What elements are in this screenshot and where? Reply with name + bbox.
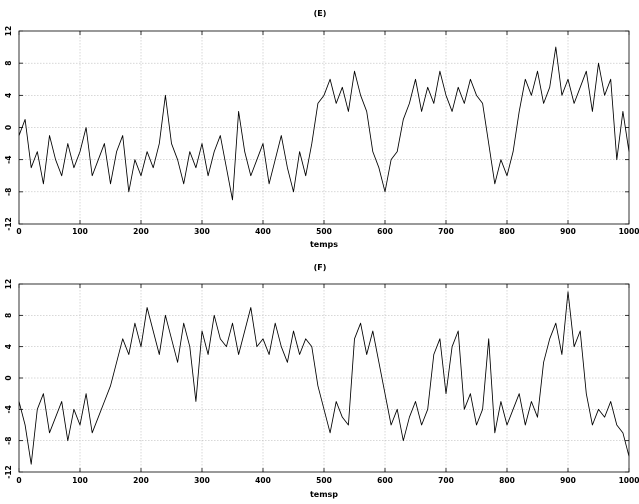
panel-e-y-tick-label: -12	[4, 217, 13, 231]
panel-e-title: (E)	[313, 9, 327, 18]
panel-f-x-tick-label: 200	[133, 476, 149, 485]
panel-e-x-tick-label: 100	[72, 227, 88, 236]
panel-e-y-tick-label: 12	[4, 25, 13, 37]
panel-e-y-tick-label: 4	[4, 92, 13, 98]
panel-f-x-tick-label: 900	[560, 476, 576, 485]
panel-f-y-tick-label: 0	[4, 375, 13, 381]
panel-f-x-tick-label: 600	[377, 476, 393, 485]
panel-f-title: (F)	[313, 263, 327, 272]
panel-e-x-axis-label: temps	[309, 240, 339, 249]
panel-f-x-tick-label: 500	[316, 476, 332, 485]
panel-f-y-tick-label: 4	[4, 344, 13, 350]
panel-e-x-tick-label: 500	[316, 227, 332, 236]
panel-f-x-tick-label: 300	[194, 476, 210, 485]
panel-f-x-tick-label: 1000	[618, 476, 639, 485]
panel-f-y-tick-label: 8	[4, 312, 13, 318]
panel-e-y-tick-label: 8	[4, 60, 14, 66]
panel-e-y-tick-label: 0	[4, 124, 13, 131]
panel-e-x-tick-label: 300	[194, 227, 210, 236]
panel-e-x-tick-label: 200	[133, 227, 149, 236]
panel-f-y-tick-label: -4	[4, 405, 13, 414]
panel-f-x-tick-label: 400	[255, 476, 271, 485]
panel-e-x-tick-label: 0	[16, 227, 22, 236]
panel-f-y-tick-label: -8	[4, 436, 13, 445]
panel-f-x-tick-label: 100	[72, 476, 88, 485]
panel-e-x-tick-label: 600	[377, 227, 393, 236]
panel-e-x-tick-label: 1000	[618, 227, 639, 236]
panel-e-y-tick-label: -4	[4, 155, 13, 164]
panel-f-x-axis-label: temsp	[309, 490, 339, 499]
panel-e-x-tick-label: 800	[499, 227, 515, 236]
panel-e-y-tick-label: -8	[4, 187, 13, 197]
panel-e-x-tick-label: 700	[438, 227, 454, 236]
panel-f-y-tick-label: -12	[4, 465, 13, 479]
panel-f-y-tick-label: 12	[4, 278, 13, 290]
panel-f-x-tick-label: 0	[16, 476, 22, 485]
panel-e-x-tick-label: 900	[560, 227, 576, 236]
panel-f-x-tick-label: 800	[499, 476, 515, 485]
panel-f-x-tick-label: 700	[438, 476, 454, 485]
panel-e-x-tick-label: 400	[255, 227, 271, 236]
